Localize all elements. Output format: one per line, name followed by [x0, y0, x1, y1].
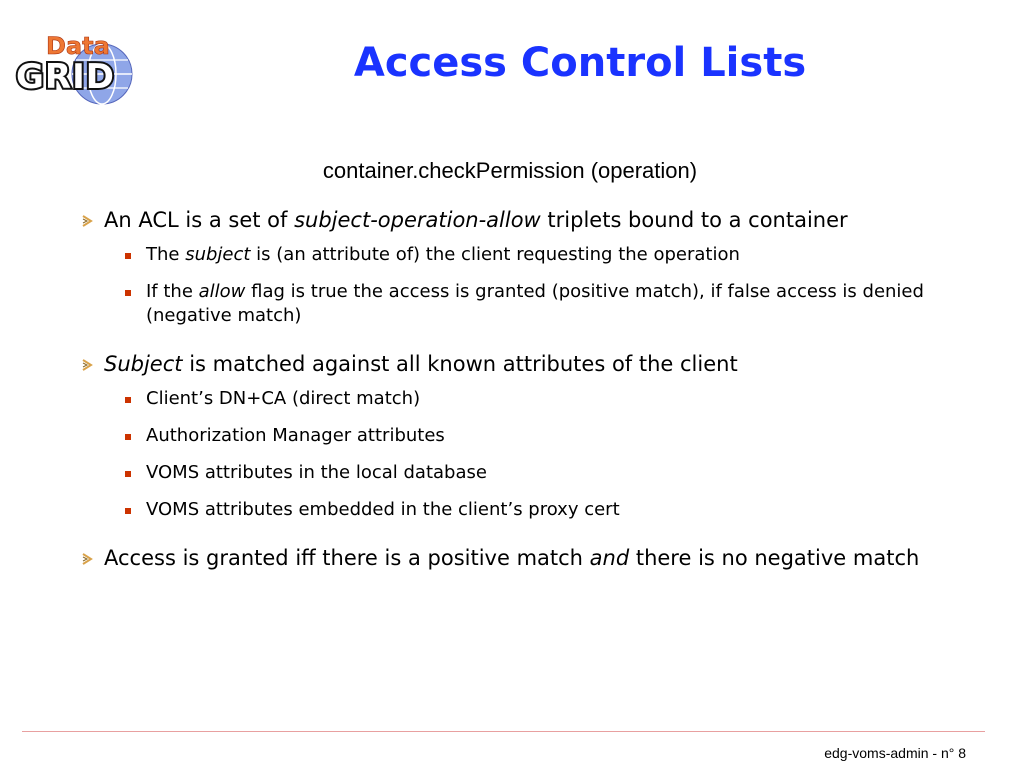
- bullet-item: [80, 206, 940, 235]
- bullet-group: [80, 350, 940, 522]
- square-bullet-icon: [125, 434, 131, 440]
- sub-bullet-text: The: [146, 244, 186, 265]
- square-bullet-icon: [125, 471, 131, 477]
- bullet-emphasis: Subject: [104, 352, 183, 376]
- bullet-emphasis: subject-operation-allow: [294, 208, 541, 232]
- bullet-group: [80, 544, 940, 573]
- bullet-text: An ACL is a set of: [104, 208, 295, 232]
- slide-subtitle: container.checkPermission (operation): [322, 158, 698, 183]
- sub-bullet-text: is (an attribute of) the client requesting the operation: [250, 244, 740, 265]
- square-bullet-icon: [125, 508, 131, 514]
- sub-bullet-item: [80, 461, 940, 485]
- slide-title: Access Control Lists: [353, 40, 807, 86]
- logo-grid-text: GRID: [16, 57, 115, 97]
- bullet-item: [80, 350, 940, 379]
- sub-bullet-text: If the: [146, 281, 199, 302]
- sub-bullet-text: VOMS attributes in the local database: [146, 462, 487, 483]
- bullet-text: triplets bound to a container: [540, 208, 848, 232]
- sub-bullet-text: VOMS attributes embedded in the client’s proxy cert: [146, 499, 620, 520]
- footer-divider: [22, 731, 985, 732]
- logo-data-text: Data: [46, 32, 110, 60]
- sub-bullet-item: [80, 387, 940, 411]
- bullet-text: is matched against all known attributes of the client: [182, 352, 738, 376]
- sub-bullet-text: flag is true the access is granted (positive match), if false access is denied (negative match): [146, 281, 924, 326]
- sub-bullet-text: Client’s DN+CA (direct match): [146, 388, 421, 409]
- square-bullet-icon: [125, 397, 131, 403]
- square-bullet-icon: [125, 290, 131, 296]
- sub-bullet-text: Authorization Manager attributes: [146, 425, 445, 446]
- arrow-bullet-icon: [80, 358, 94, 372]
- arrow-bullet-icon: [80, 552, 94, 566]
- arrow-bullet-icon: [80, 214, 94, 228]
- sub-bullet-item: [80, 243, 940, 267]
- sub-bullet-item: [80, 498, 940, 522]
- bullet-list: [80, 206, 940, 595]
- sub-bullet-emphasis: allow: [198, 281, 246, 302]
- footer-page-label: edg-voms-admin - n° 8: [824, 745, 966, 761]
- datagrid-logo: [14, 30, 159, 110]
- bullet-item: [80, 544, 940, 573]
- bullet-group: [80, 206, 940, 328]
- bullet-text: Access is granted iff there is a positive match: [104, 546, 590, 570]
- bullet-text: there is no negative match: [629, 546, 920, 570]
- sub-bullet-emphasis: subject: [185, 244, 251, 265]
- square-bullet-icon: [125, 253, 131, 259]
- bullet-emphasis: and: [589, 546, 630, 570]
- sub-bullet-item: [80, 424, 940, 448]
- sub-bullet-item: [80, 280, 940, 328]
